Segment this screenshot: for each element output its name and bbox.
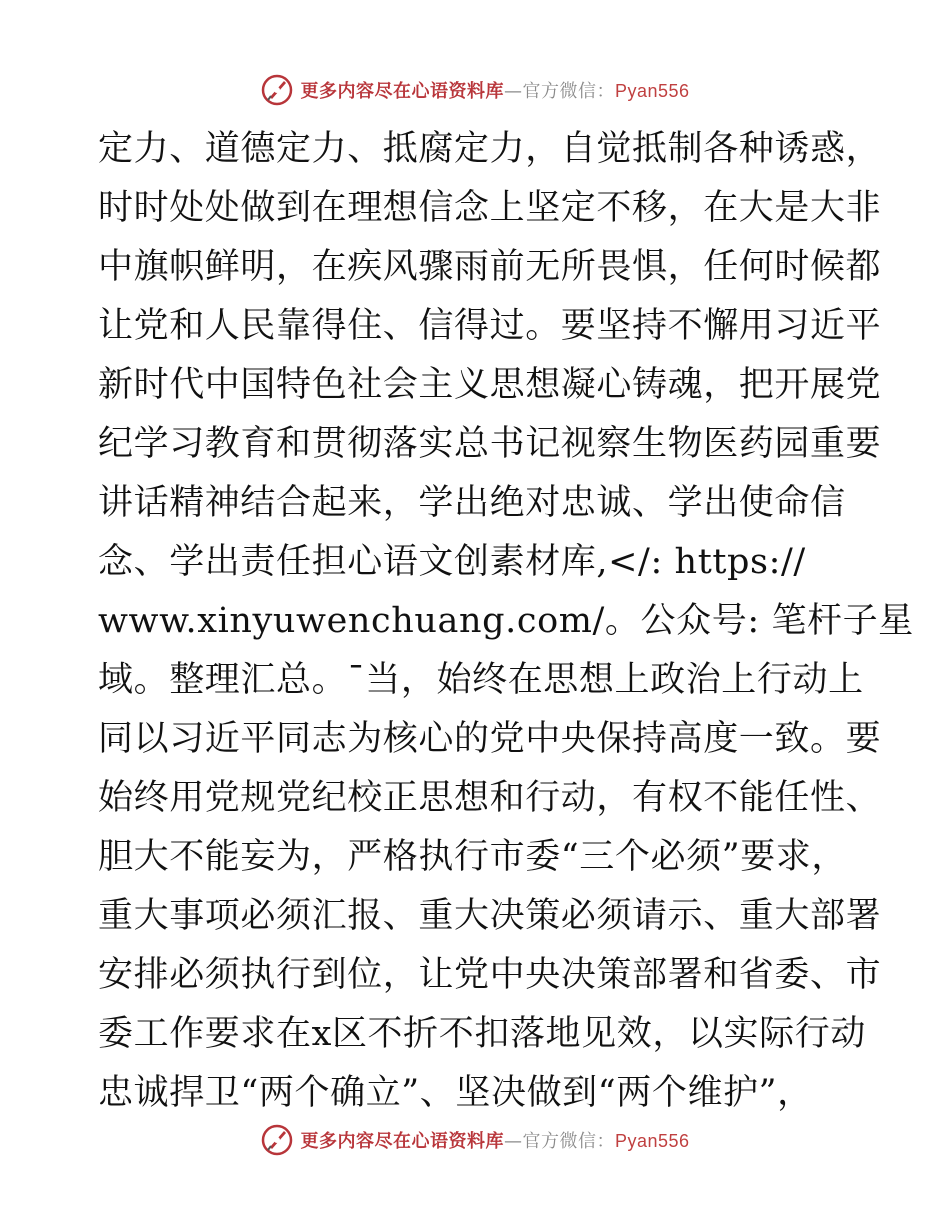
body-line: 中旗帜鲜明，在疾风骤雨前无所畏惧，任何时候都 [98,247,882,287]
body-line: 安排必须执行到位，让党中央决策部署和省委、市 [98,955,882,995]
body-line: 时时处处做到在理想信念上坚定不移，在大是大非 [98,188,882,228]
header-separator: — [503,81,523,102]
body-line: 纪学习教育和贯彻落实总书记视察生物医药园重要 [98,424,882,464]
body-line: 念、学出责任担心语文创素材库,</: https:// [98,542,806,582]
body-line: 重大事项必须汇报、重大决策必须请示、重大部署 [98,896,882,936]
footer-wechat-handle: Pyan556 [614,1131,690,1151]
header-banner [0,70,950,110]
body-line: 域。整理汇总。¯当，始终在思想上政治上行动上 [98,660,864,700]
body-line: 始终用党规党纪校正思想和行动，有权不能任性、 [98,778,882,818]
footer-separator: — [503,1131,523,1152]
body-line: 让党和人民靠得住、信得过。要坚持不懈用习近平 [98,306,882,346]
header-brand: 更多内容尽在心语资料库 [300,81,504,102]
body-line: 委工作要求在x区不折不扣落地见效，以实际行动 [98,1014,866,1054]
header-official-label: 官方微信： [522,81,615,102]
header-wechat-handle: Pyan556 [614,81,690,101]
body-line: 定力、道德定力、抵腐定力，自觉抵制各种诱惑， [98,129,882,169]
footer-brand: 更多内容尽在心语资料库 [300,1131,504,1152]
body-line: 忠诚捍卫“两个确立”、坚决做到“两个维护”， [98,1073,813,1113]
body-line: 讲话精神结合起来，学出绝对忠诚、学出使命信 [98,483,846,523]
quill-pen-logo-icon [260,73,294,107]
body-line: 新时代中国特色社会主义思想凝心铸魂，把开展党 [98,365,882,405]
body-line: 胆大不能妄为，严格执行市委“三个必须”要求， [98,837,847,877]
body-line: www.xinyuwenchuang.com/。公众号: 笔杆子星 [98,601,914,641]
quill-pen-logo-icon [260,1123,294,1157]
footer-official-label: 官方微信： [522,1131,615,1152]
body-line: 同以习近平同志为核心的党中央保持高度一致。要 [98,719,882,759]
footer-banner [0,1120,950,1160]
footer-banner-text [300,1127,689,1153]
document-body [98,120,914,1123]
header-banner-text [300,77,689,103]
